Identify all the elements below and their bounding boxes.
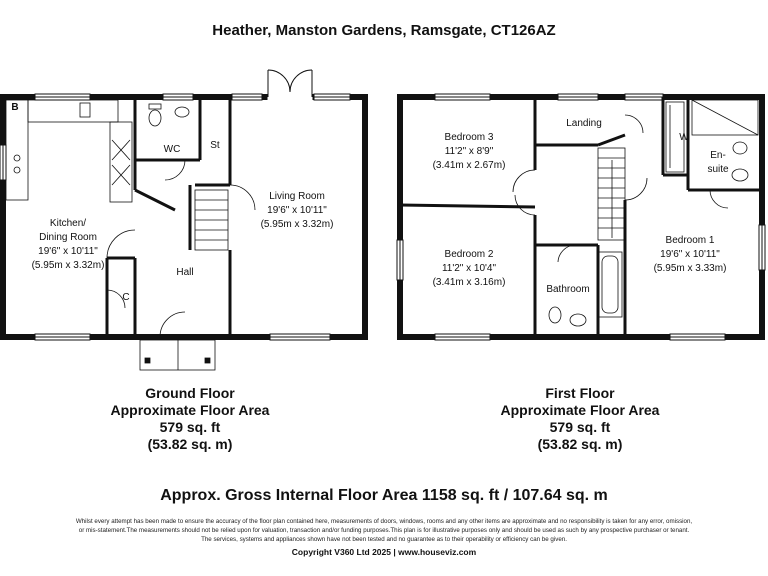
living-room-label: Living Room xyxy=(269,191,325,202)
first-floor-area-label: Approximate Floor Area xyxy=(500,402,660,418)
cupboard-label: C xyxy=(122,292,130,303)
gross-internal-area: Approx. Gross Internal Floor Area 1158 sq. ft / 107.64 sq. m xyxy=(160,487,608,504)
living-room-dims-imperial: 19'6" x 10'11" xyxy=(267,205,327,216)
kitchen-label-2: Dining Room xyxy=(39,232,97,243)
disclaimer-line-3: The services, systems and appliances shown have not been tested and no guarantee as to their operability or efficiency can be given. xyxy=(201,536,567,543)
ground-floor-sqm: (53.82 sq. m) xyxy=(147,436,233,452)
bedroom2-label: Bedroom 2 xyxy=(444,249,494,260)
bedroom1-dims-imperial: 19'6" x 10'11" xyxy=(660,249,720,260)
bathroom-label: Bathroom xyxy=(546,284,590,295)
first-floor-sqm: (53.82 sq. m) xyxy=(537,436,623,452)
disclaimer-line-2: or mis-statement.The measurements should not be relied upon for valuation, transaction and/or funding purposes.This plan is for illustrative purposes only and should be used as such by any prospective purchaser or tenant. xyxy=(78,527,690,534)
living-room-dims-metric: (5.95m x 3.32m) xyxy=(260,219,334,230)
ensuite-label-2: suite xyxy=(707,164,729,175)
page-title: Heather, Manston Gardens, Ramsgate, CT126AZ xyxy=(212,22,556,39)
porch xyxy=(140,340,215,370)
disclaimer xyxy=(20,517,748,544)
copyright: Copyright V360 Ltd 2025 | www.houseviz.com xyxy=(291,547,477,557)
boiler-label: B xyxy=(11,102,19,113)
bedroom1-label: Bedroom 1 xyxy=(665,235,715,246)
bedroom3-dims-imperial: 11'2" x 8'9" xyxy=(444,146,494,157)
kitchen-dims-imperial: 19'6" x 10'11" xyxy=(38,246,98,257)
ground-floor-area-label: Approximate Floor Area xyxy=(110,402,270,418)
ground-floor-sqft: 579 sq. ft xyxy=(159,419,221,435)
ensuite-label-1: En- xyxy=(710,150,726,161)
bedroom1-dims-metric: (5.95m x 3.33m) xyxy=(653,263,727,274)
ground-stairs xyxy=(195,190,228,250)
french-doors xyxy=(268,70,312,100)
store-label: St xyxy=(210,140,220,151)
first-stairs xyxy=(598,148,625,240)
ground-door-swings xyxy=(107,160,255,337)
bedroom2-dims-imperial: 11'2" x 10'4" xyxy=(441,263,497,274)
wc-fixtures xyxy=(149,104,189,126)
ground-floor-heading: Ground Floor xyxy=(145,385,235,401)
first-floor-caption xyxy=(470,385,690,453)
bedroom3-label: Bedroom 3 xyxy=(444,132,494,143)
kitchen-units xyxy=(6,100,132,202)
wc-label: WC xyxy=(163,144,181,155)
kitchen-label-1: Kitchen/ xyxy=(49,218,87,229)
first-windows xyxy=(397,94,765,340)
first-floor-plan xyxy=(397,94,765,340)
windows xyxy=(0,94,350,340)
kitchen-dims-metric: (5.95m x 3.32m) xyxy=(31,260,105,271)
landing-label: Landing xyxy=(566,118,602,129)
ground-floor-caption xyxy=(80,385,300,453)
bedroom3-dims-metric: (3.41m x 2.67m) xyxy=(432,160,506,171)
first-floor-heading: First Floor xyxy=(545,385,615,401)
bedroom2-dims-metric: (3.41m x 3.16m) xyxy=(432,277,506,288)
hall-label: Hall xyxy=(176,267,194,278)
first-floor-sqft: 579 sq. ft xyxy=(549,419,611,435)
disclaimer-line-1: Whilst every attempt has been made to ensure the accuracy of the floor plan contained here, measurements of doors, windows, rooms and any other items are approximate and no responsibility is taken for any error, omission, xyxy=(75,518,693,525)
wardrobe-label: W xyxy=(679,132,689,143)
